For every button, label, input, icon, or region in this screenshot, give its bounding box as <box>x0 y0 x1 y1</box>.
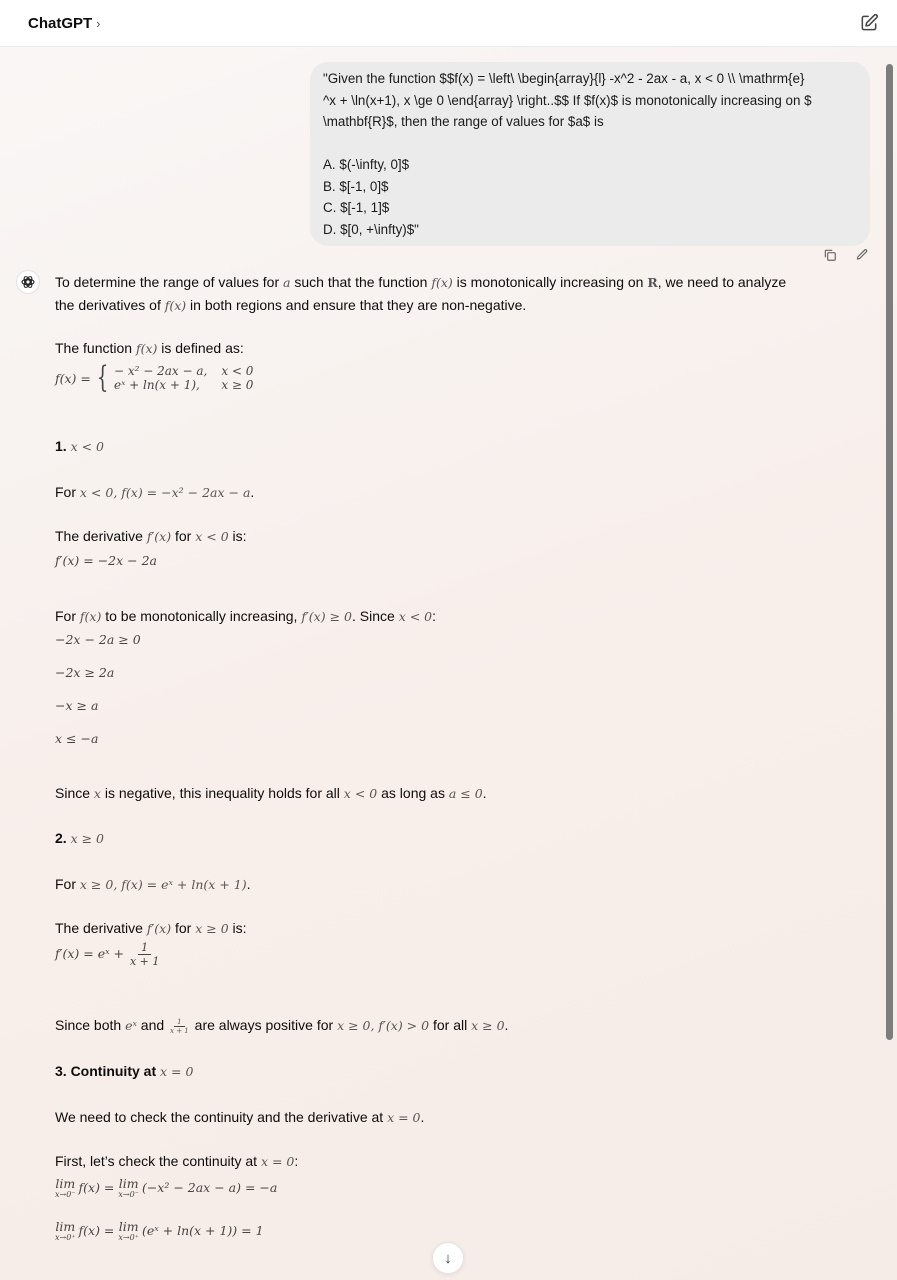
edit-icon <box>859 13 879 33</box>
edit-message-button[interactable] <box>855 248 869 262</box>
assistant-avatar <box>16 270 40 294</box>
intro-paragraph: To determine the range of values for a such that the function f(x) is monotonically increasing on R, we need to analyze the derivatives of f(x) in both regions and ensure that they are non-negative. <box>55 274 787 313</box>
top-bar <box>0 0 897 47</box>
section-1-derivative-text: The derivative f′(x) for x < 0 is: <box>55 528 247 544</box>
copy-button[interactable] <box>823 248 837 262</box>
piecewise-equation: f(x) = { − x² − 2ax − a, x < 0 eˣ + ln(x + 1), x ≥ 0 <box>55 360 254 395</box>
section-3-need: We need to check the continuity and the derivative at x = 0. <box>55 1109 425 1125</box>
section-1-derivative-eq: f′(x) = −2x − 2a <box>55 553 157 568</box>
section-1-conclusion: Since x is negative, this inequality holds for all x < 0 as long as a ≤ 0. <box>55 785 487 801</box>
section-2-derivative-eq: f′(x) = eˣ + $\frac{1}{x + 1}$ <box>55 941 160 968</box>
model-selector[interactable] <box>28 15 101 32</box>
definition-text: The function f(x) is defined as: <box>55 340 244 356</box>
copy-icon <box>823 248 837 262</box>
new-chat-button[interactable] <box>857 11 881 35</box>
section-1-for: For x < 0, f(x) = −x² − 2ax − a. <box>55 484 255 500</box>
arrow-down-icon: ↓ <box>444 1249 452 1267</box>
section-3-first: First, let’s check the continuity at x = 0: <box>55 1153 299 1169</box>
section-1-monotone-text: For f(x) to be monotonically increasing, f′(x) ≥ 0. Since x < 0: <box>55 608 437 624</box>
section-2-derivative-text: The derivative f′(x) for x ≥ 0 is: <box>55 920 247 936</box>
user-message-text: "Given the function $$f(x) = \left\ \begin{array}{l} -x^2 - 2ax - a, x < 0 \\ \mathrm{e} ^x + \ln(x+1), x \ge 0 \end{array} \right..$$ If $f(x)$ is monotonically increasing on $ \mathbf{R}$, then the range of values for $a$ is A. $(-\infty, 0]$ B. $[-1, 0]$ C. $[-1, 1]$ D. $[0, +\infty)$" <box>323 71 812 237</box>
user-message-bubble <box>310 62 870 246</box>
inequality-3: −x ≥ a <box>55 698 99 713</box>
model-name: ChatGPT <box>28 14 93 32</box>
openai-logo-icon <box>20 274 36 290</box>
scrollbar-thumb[interactable] <box>886 64 893 1040</box>
small-fraction: $\frac{1}{x + 1}$ <box>170 1017 189 1035</box>
fraction: $\frac{1}{x + 1}$ <box>129 941 160 968</box>
right-limit-eq: lim x→0⁺ f(x) = lim x→0⁺ (eˣ + ln(x + 1)) = 1 <box>55 1218 264 1242</box>
scroll-to-bottom-button[interactable] <box>432 1242 464 1274</box>
section-2-conclusion: Since both eˣ and $\frac{1}{x + 1}$ are always positive for x ≥ 0, f′(x) > 0 for all x ≥ 0. <box>55 1017 509 1035</box>
section-2-for: For x ≥ 0, f(x) = eˣ + ln(x + 1). <box>55 876 251 892</box>
inequality-2: −2x ≥ 2a <box>55 665 115 680</box>
message-actions <box>823 248 869 262</box>
inequality-4: x ≤ −a <box>55 731 99 746</box>
chevron-right-icon: › <box>96 15 101 31</box>
section-2-heading: 2. x ≥ 0 <box>55 830 105 846</box>
pencil-icon <box>855 248 869 262</box>
left-limit-eq: lim x→0⁻ f(x) = lim x→0⁻ (−x² − 2ax − a) = −a <box>55 1175 278 1199</box>
inequality-1: −2x − 2a ≥ 0 <box>55 632 141 647</box>
section-3-heading: 3. Continuity at x = 0 <box>55 1063 194 1079</box>
section-1-heading: 1. x < 0 <box>55 438 105 454</box>
